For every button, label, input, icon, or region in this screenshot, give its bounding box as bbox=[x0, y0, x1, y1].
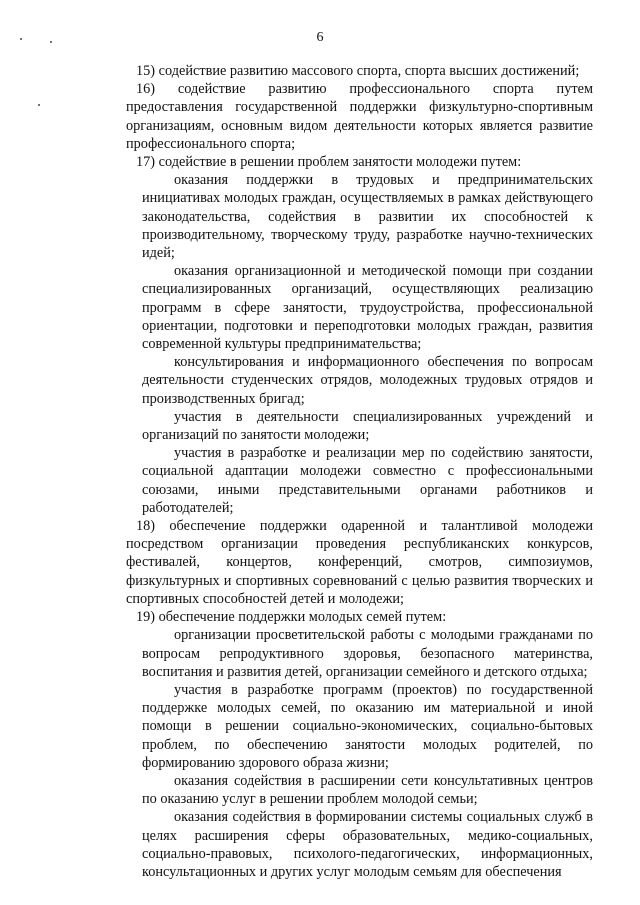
paragraph-item-16: 16) содействие развитию профессионального спорта путем предоставления государственной поддержки физкультурно-спортивным организациям, основным видом деятельности которых является развитие профессионального спорта; bbox=[126, 81, 593, 152]
subparagraph: оказания организационной и методической помощи при создании специализированных организаций, осуществляющих реализацию программ в сфере занятости, трудоустройства, профессиональной ориентации, подготовки и переподготовки молодых граждан, развития современной культуры предпринимательства; bbox=[142, 263, 593, 353]
subparagraph: оказания поддержки в трудовых и предпринимательских инициативах молодых граждан, осуществляемых в рамках действующего законодательства, содействия в развитии их способностей к производительному, творческому труду, разработке научно-технических идей; bbox=[142, 172, 593, 262]
document-body bbox=[126, 62, 593, 881]
subparagraph: участия в деятельности специализированных учреждений и организаций по занятости молодежи; bbox=[142, 408, 593, 444]
subparagraph: консультирования и информационного обеспечения по вопросам деятельности студенческих отрядов, молодежных трудовых отрядов и производственных бригад; bbox=[142, 354, 593, 407]
subparagraph: оказания содействия в расширении сети консультативных центров по оказанию услуг в решении проблем молодой семьи; bbox=[142, 772, 593, 808]
paragraph-item-15: 15) содействие развитию массового спорта, спорта высших достижений; bbox=[136, 63, 580, 79]
paragraph-item-19: 19) обеспечение поддержки молодых семей путем: bbox=[136, 609, 447, 626]
subparagraph: участия в разработке программ (проектов) по государственной поддержке молодых семей, по оказанию им материальной и иной помощи в решении социально-экономических, социально-бытовых проблем, по обеспечению занятости молодых родителей, по формированию здорового образа жизни; bbox=[142, 681, 593, 771]
subparagraph: участия в разработке и реализации мер по содействию занятости, социальной адаптации молодежи совместно с профессиональными союзами, иными представительными органами работников и работодателей; bbox=[142, 445, 593, 516]
subparagraph: организации просветительской работы с молодыми гражданами по вопросам репродуктивного здоровья, безопасного материнства, воспитания и развития детей, организации семейного и детского отдыха; bbox=[142, 627, 593, 680]
scan-speck bbox=[38, 104, 40, 106]
page-number: 6 bbox=[316, 30, 324, 45]
subparagraph: оказания содействия в формировании системы социальных служб в целях расширения сферы образовательных, медико-социальных, социально-правовых, психолого-педагогических, информационных, консультационных и других услуг молодым семьям для обеспечения bbox=[142, 809, 593, 880]
paragraph-item-17: 17) содействие в решении проблем занятости молодежи путем: bbox=[136, 154, 522, 171]
paragraph-item-18: 18) обеспечение поддержки одаренной и талантливой молодежи посредством организации проведения республиканских конкурсов, фестивалей, концертов, конференций, смотров, симпозиумов, физкультурных и спортивных соревнований с целью развития творческих и спортивных способностей детей и молодежи; bbox=[126, 518, 593, 607]
